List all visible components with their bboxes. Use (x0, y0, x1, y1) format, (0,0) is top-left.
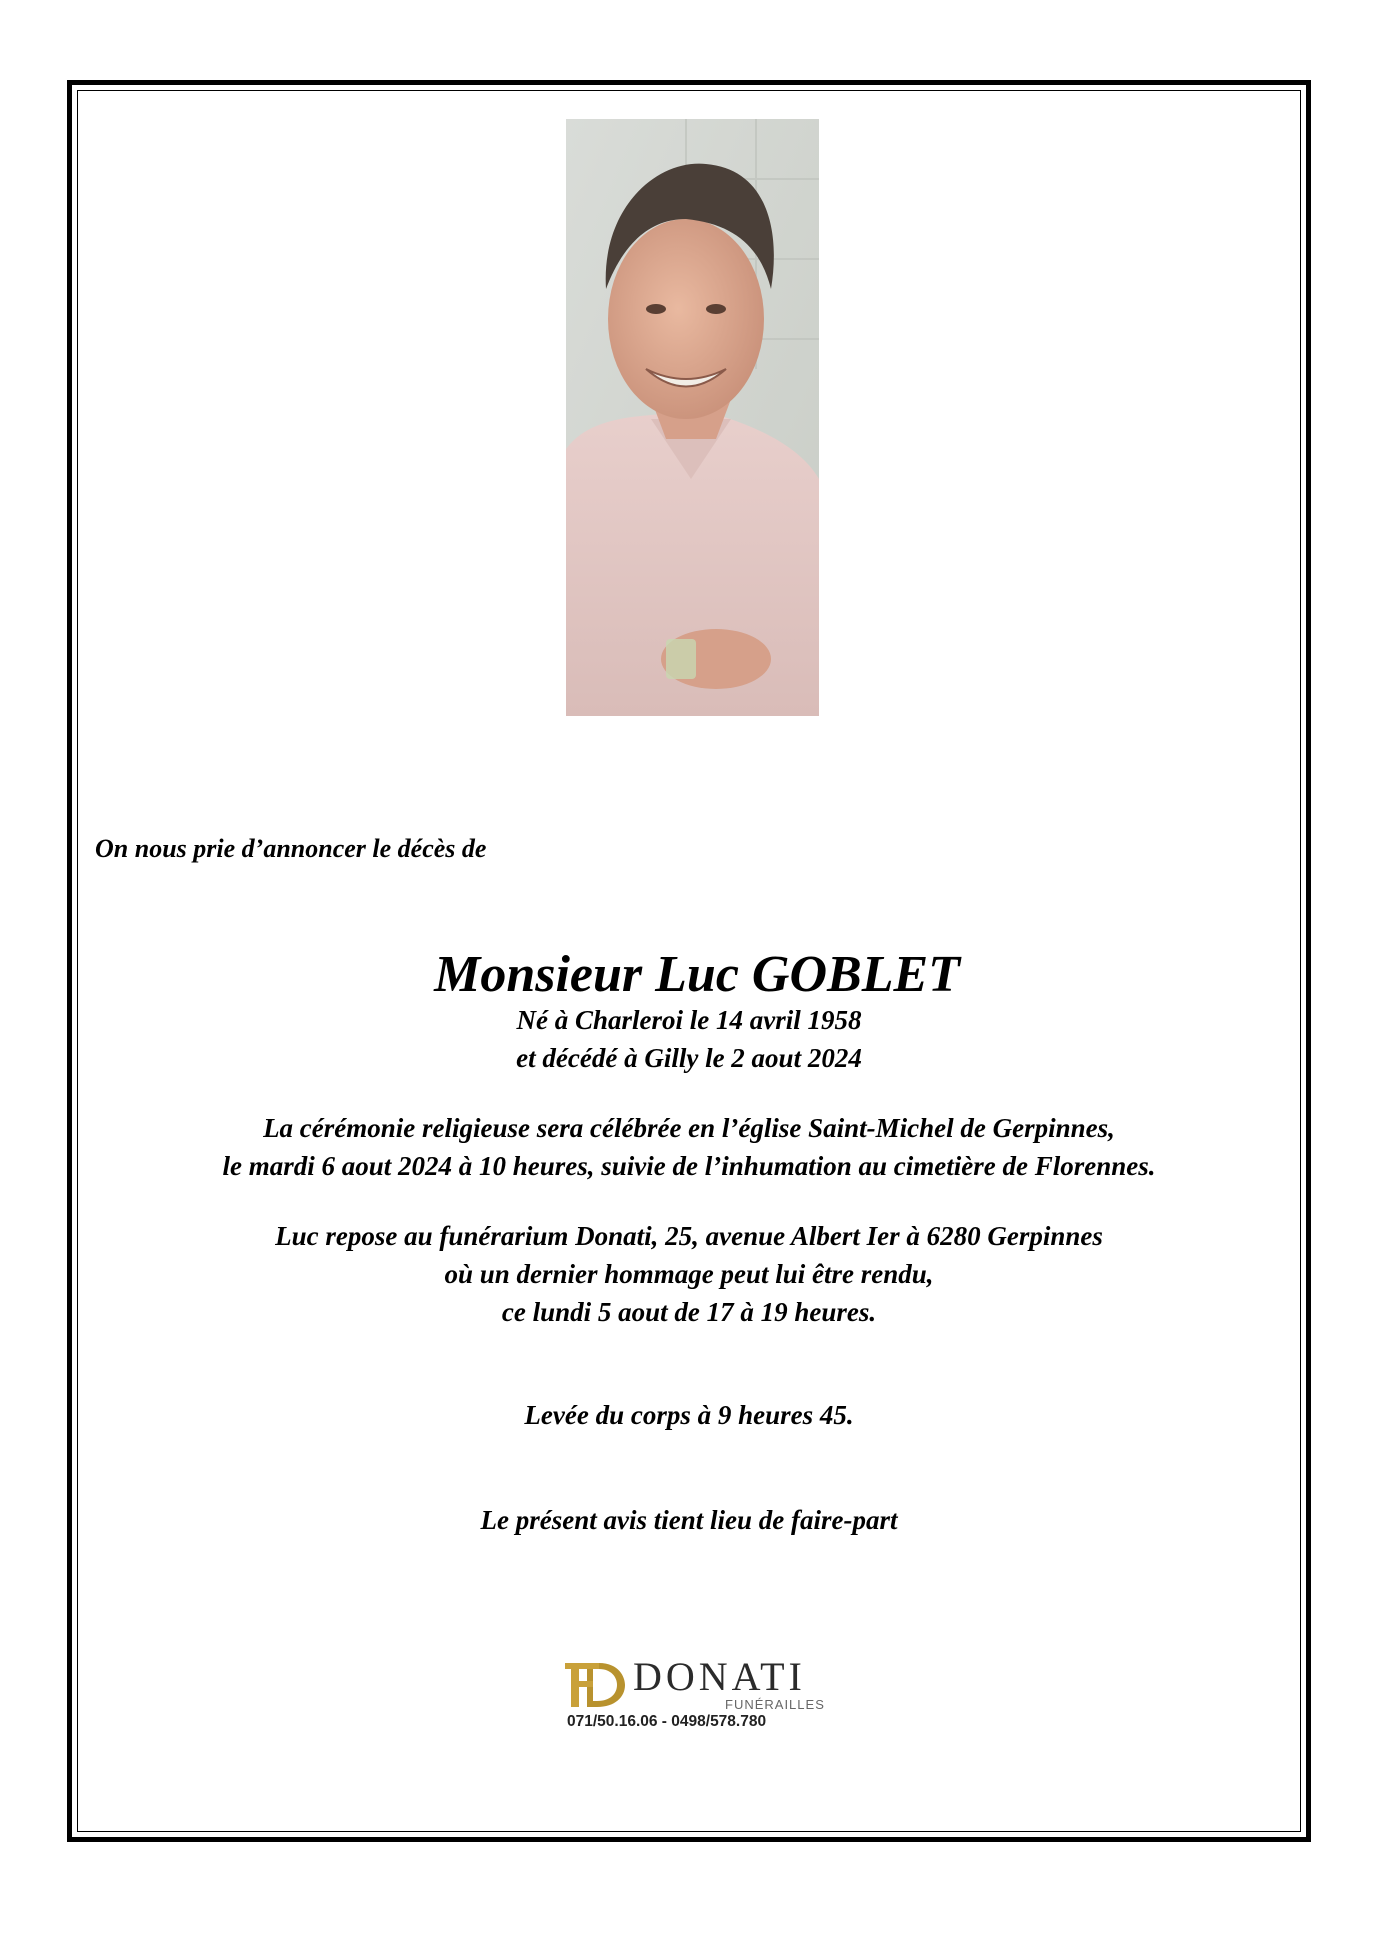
birth-line: Né à Charleroi le 14 avril 1958 (516, 1005, 862, 1035)
visitation-line-1: Luc repose au funérarium Donati, 25, avenue Albert Ier à 6280 Gerpinnes (275, 1221, 1103, 1251)
logo-wordmark: DONATI (633, 1654, 806, 1699)
logo-phone-numbers: 071/50.16.06 - 0498/578.780 (567, 1713, 767, 1730)
donati-logo (555, 1649, 825, 1735)
levee-line: Levée du corps à 9 heures 45. (524, 1400, 854, 1430)
logo-subtitle: FUNÉRAILLES (725, 1697, 825, 1712)
notice-line: Le présent avis tient lieu de faire-part (480, 1505, 898, 1535)
visitation-line-2: où un dernier hommage peut lui être rendu, (444, 1259, 934, 1289)
deceased-name: Monsieur Luc GOBLET (434, 946, 960, 1003)
ceremony-line-1: La cérémonie religieuse sera célébrée en l’église Saint-Michel de Gerpinnes, (263, 1113, 1115, 1143)
portrait-photo (566, 119, 819, 716)
visitation-line-3: ce lundi 5 aout de 17 à 19 heures. (501, 1297, 877, 1327)
intro-text: On nous prie d’annoncer le décès de (95, 834, 487, 863)
ceremony-line-2: le mardi 6 aout 2024 à 10 heures, suivie de l’inhumation au cimetière de Florennes. (222, 1151, 1156, 1181)
death-line: et décédé à Gilly le 2 aout 2024 (516, 1043, 862, 1073)
donati-monogram-icon (559, 1655, 629, 1711)
